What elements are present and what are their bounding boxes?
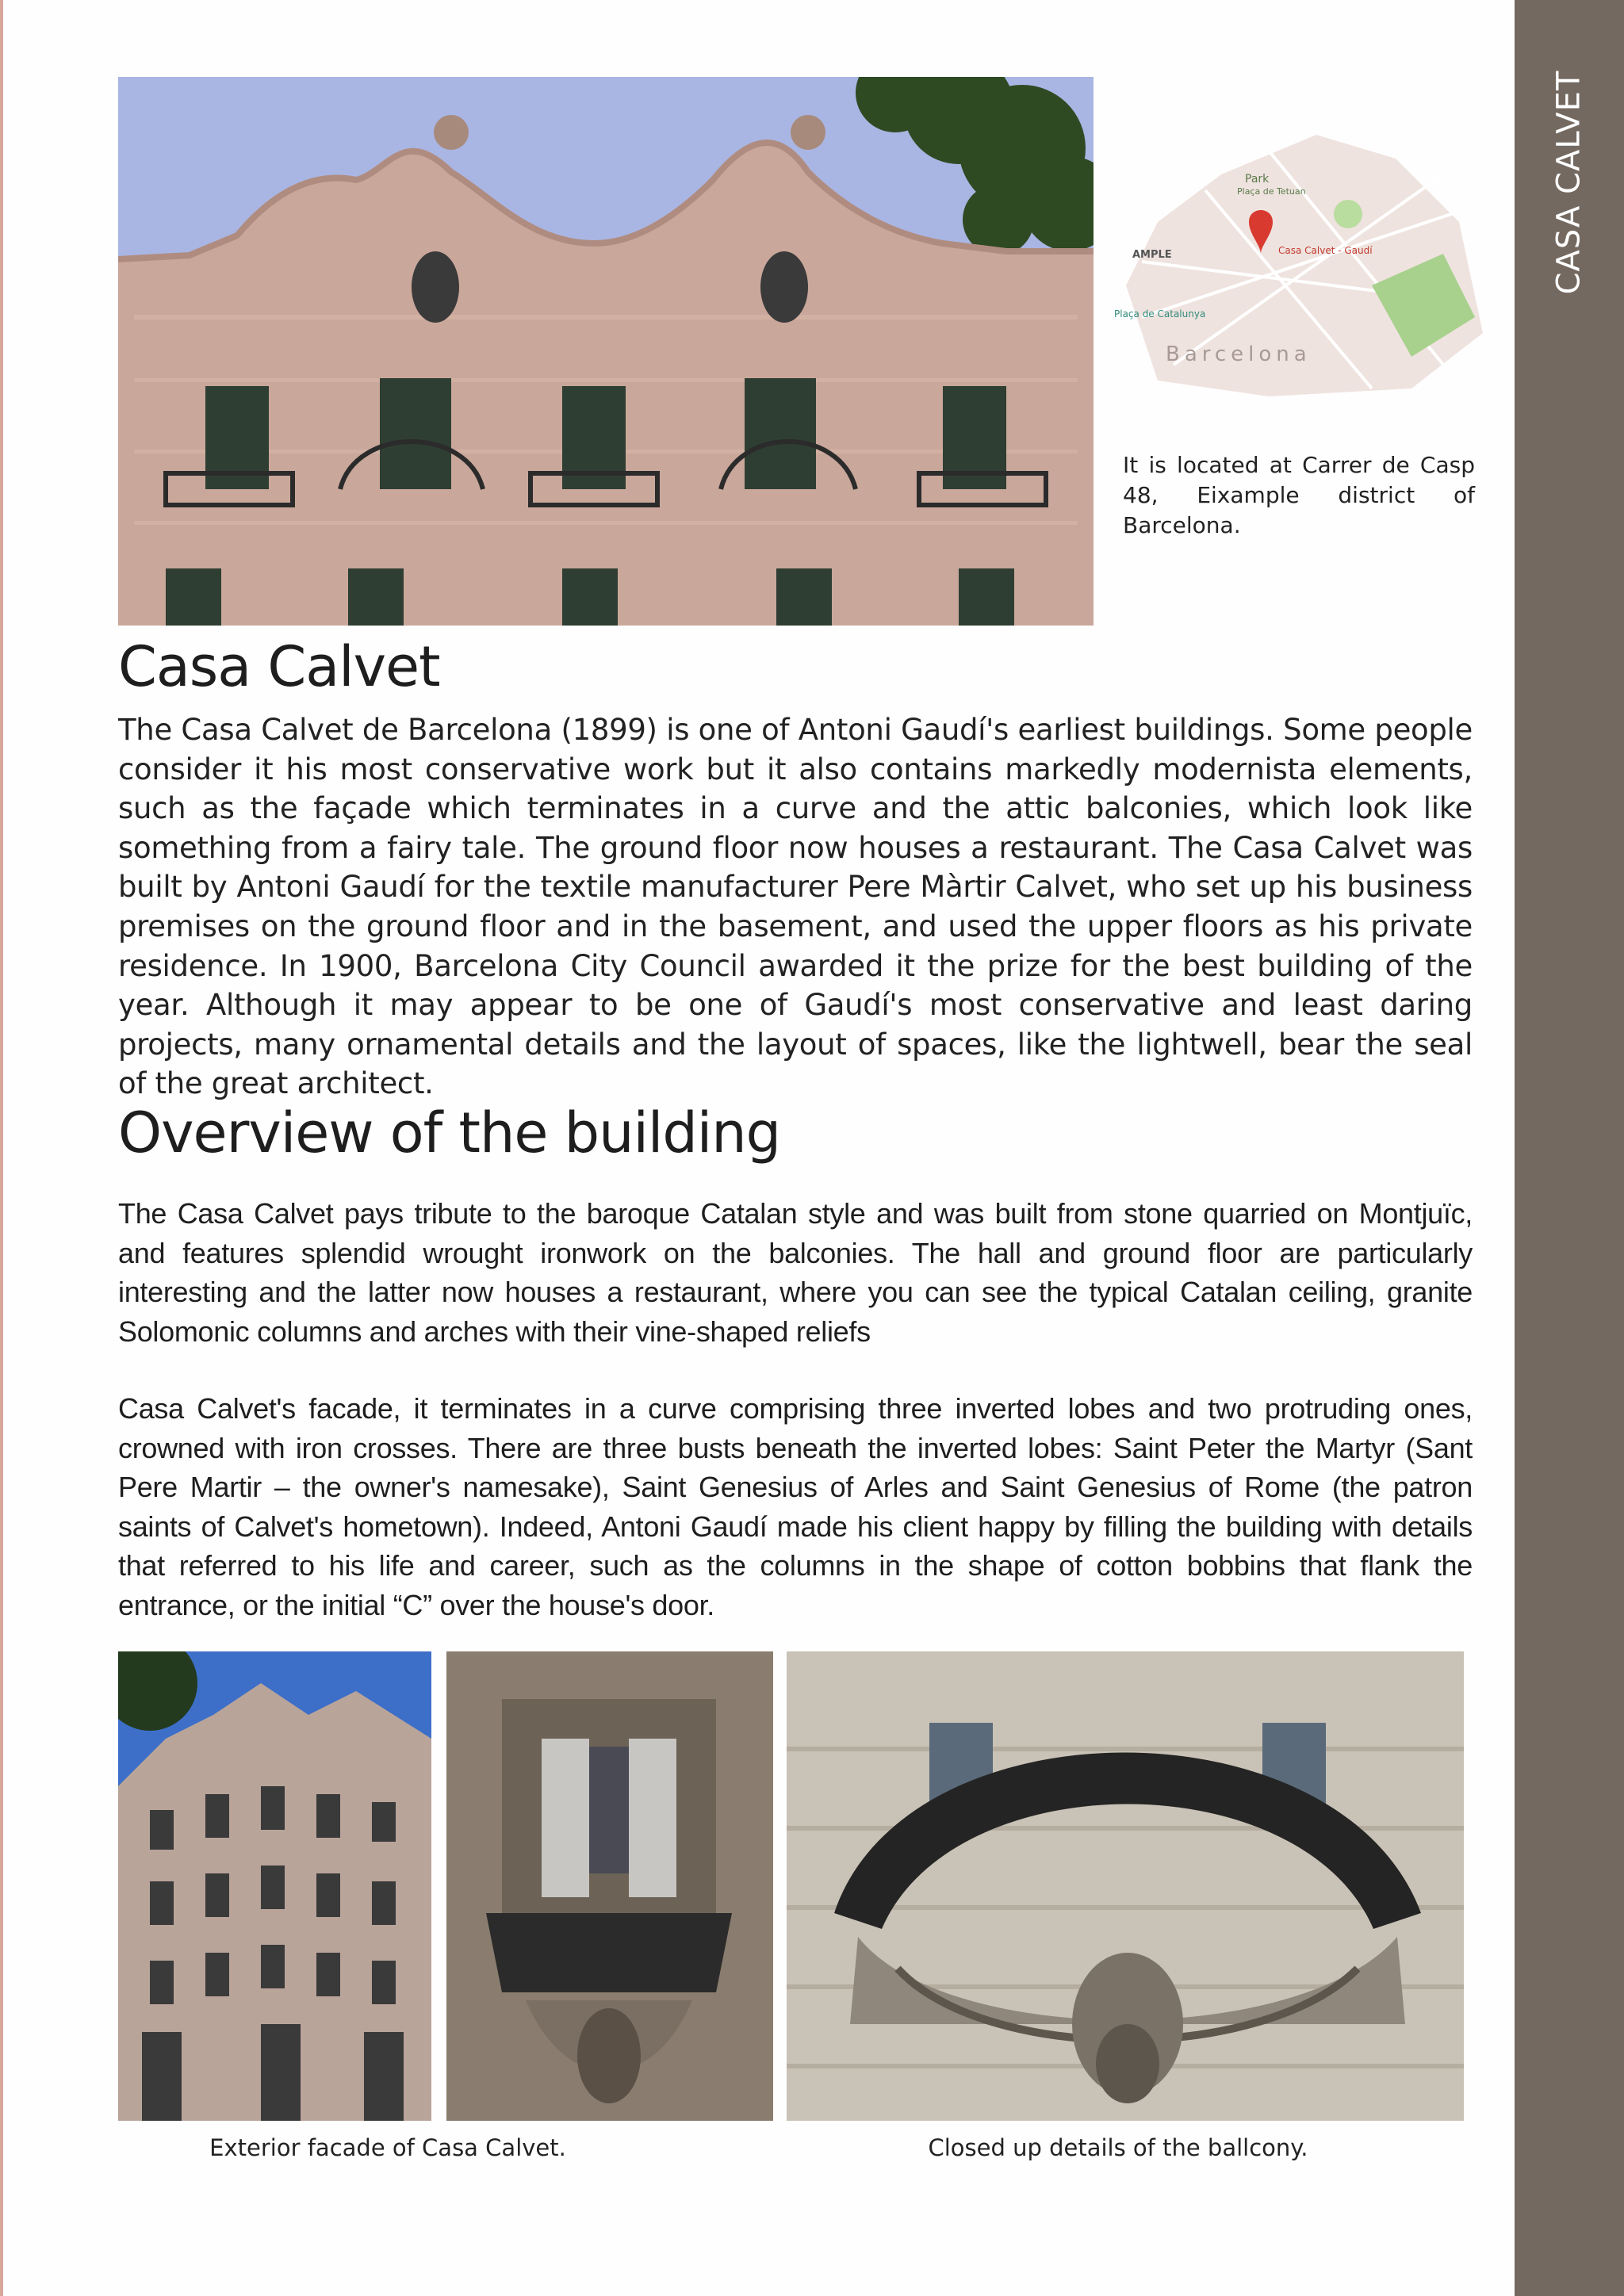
map-caption: It is located at Carrer de Casp 48, Eixample district of Barcelona. bbox=[1123, 452, 1475, 538]
map-label-park-sub: Plaça de Tetuan bbox=[1237, 186, 1306, 197]
map-label-park: Park bbox=[1245, 173, 1270, 186]
left-edge-rule bbox=[0, 0, 3, 2296]
gallery-photo-oriel bbox=[446, 1651, 773, 2121]
map-label-district: AMPLE bbox=[1132, 249, 1172, 261]
map-label-pin: Casa Calvet - Gaudí bbox=[1278, 245, 1373, 256]
overview-paragraph-1: The Casa Calvet pays tribute to the baroque Catalan style and was built from stone quarried on Montjuïc, and features splendid wrought ironwork on the balconies. The hall and ground floor are particularly interesting and the latter now houses a restaurant, where you can see the typical Catalan ceiling, granite Solomonic columns and arches with their vine-shaped reliefs bbox=[118, 1197, 1473, 1348]
gallery-photo-balcony bbox=[787, 1651, 1464, 2121]
overview-paragraph-2: Casa Calvet's facade, it terminates in a curve comprising three inverted lobes and two protruding ones, crowned with iron crosses. There are three busts beneath the inverted lobes: Saint Peter the Martyr (Sant Pere Martir – the owner's namesake), Saint Genesius of Arles and Saint Genesius of Rome (the patron saints of Calvet's hometown). Indeed, Antoni Gaudí made his client happy by filling the building with details that referred to his life and career, such as the columns in the shape of cotton bobbins that flank the entrance, or the initial “C” over the house's door. bbox=[118, 1392, 1473, 1621]
gallery-caption-exterior: Exterior facade of Casa Calvet. bbox=[209, 2134, 566, 2161]
sidebar-title-text: CASA CALVET bbox=[1550, 70, 1588, 295]
page-title: Casa Calvet bbox=[118, 634, 440, 699]
facade-photo bbox=[118, 77, 1094, 626]
sidebar-title bbox=[1537, 70, 1600, 295]
location-map bbox=[1110, 127, 1491, 400]
sidebar-band bbox=[1515, 0, 1624, 2296]
map-label-city: Barcelona bbox=[1166, 342, 1312, 366]
map-label-square: Plaça de Catalunya bbox=[1114, 308, 1206, 320]
intro-paragraph: The Casa Calvet de Barcelona (1899) is one of Antoni Gaudí's earliest buildings. Some people consider it his most conservative work but it also contains markedly modernista elements, such as the façade which terminates in a curve and the attic balconies, which look like something from a fairy tale. The ground floor now houses a restaurant. The Casa Calvet was built by Antoni Gaudí for the textile manufacturer Pere Màrtir Calvet, who set up his business premises on the ground floor and in the basement, and used the upper floors as his private residence. In 1900, Barcelona City Council awarded it the prize for the best building of the year. Although it may appear to be one of Gaudí's most conservative and least daring projects, many ornamental details and the layout of spaces, like the lightwell, bear the seal of the great architect. bbox=[118, 713, 1473, 1101]
gallery-photo-exterior bbox=[118, 1651, 431, 2121]
section-title: Overview of the building bbox=[118, 1100, 781, 1165]
gallery-caption-balcony: Closed up details of the ballcony. bbox=[928, 2134, 1308, 2161]
